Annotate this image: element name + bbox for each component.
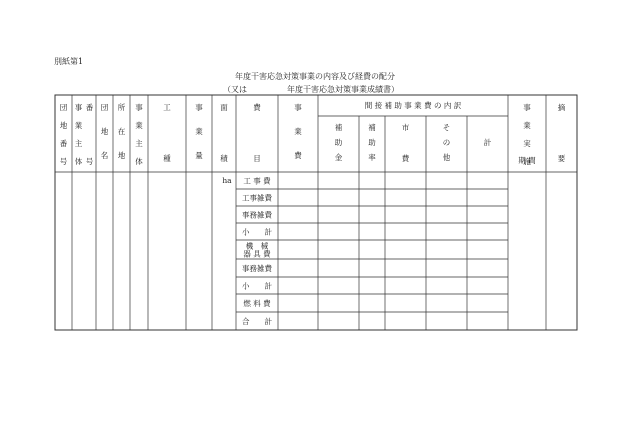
- header-char: 体: [74, 157, 83, 166]
- header-char: 間: [528, 156, 536, 165]
- header-char: 在: [117, 127, 126, 136]
- cost-item-label: 燃 料 費: [243, 299, 271, 308]
- header-char: 工: [163, 103, 171, 112]
- header-char: 所: [117, 103, 126, 112]
- cost-item-label: 器 具 費: [243, 249, 271, 259]
- header-char: 業: [74, 121, 83, 130]
- cost-item-label: 事務雑費: [242, 264, 272, 273]
- header-char: 施: [523, 157, 531, 166]
- header-char: 主: [135, 139, 143, 148]
- header-char: 地: [59, 121, 68, 130]
- header-char: 補: [368, 123, 376, 132]
- header-char: 団: [100, 103, 109, 112]
- cost-item-label: 小 計: [242, 281, 272, 291]
- header-char: 業: [294, 127, 302, 136]
- header-char: 地: [117, 151, 126, 160]
- header-char: 業: [135, 121, 143, 130]
- header-char: そ: [442, 123, 451, 132]
- header-char: 助: [368, 138, 376, 147]
- table-border: [55, 95, 577, 330]
- cost-item-label: 小 計: [242, 227, 272, 237]
- header-char: 費: [401, 154, 410, 163]
- header-char: 事: [135, 103, 143, 112]
- header-char: 金: [334, 153, 343, 162]
- header-char: 番: [85, 103, 94, 112]
- header-char: 業: [195, 127, 203, 136]
- header-char: 計: [483, 138, 492, 147]
- document-title: 年度干害応急対策事業の内容及び経費の配分: [235, 72, 395, 81]
- header-char: 要: [557, 154, 566, 163]
- header-char: 率: [368, 153, 376, 162]
- header-char: 費: [294, 151, 302, 160]
- cost-item-label: 合 計: [242, 317, 272, 326]
- header-char: 補: [334, 123, 343, 132]
- header-char: 主: [74, 139, 83, 148]
- indirect-expense-header: 間 接 補 助 事 業 費 の 内 訳: [364, 101, 462, 110]
- header-char: 団: [59, 103, 68, 112]
- header-char: 番: [59, 139, 68, 148]
- subtitle-prefix: （又は: [223, 85, 247, 94]
- cost-item-label: 機 械: [245, 241, 269, 251]
- header-char: 業: [523, 121, 531, 130]
- header-char: 積: [220, 154, 228, 163]
- header-char: 号: [85, 157, 94, 166]
- header-char: 実: [523, 139, 531, 148]
- header-char: 事: [523, 103, 531, 112]
- cost-item-label: 事務雑費: [242, 210, 272, 220]
- header-char: 量: [195, 151, 203, 160]
- header-char: 費: [253, 103, 261, 112]
- header-char: 名: [100, 151, 109, 160]
- cost-item-label: 工事雑費: [242, 193, 272, 203]
- header-char: 市: [401, 123, 410, 132]
- header-char: 他: [442, 153, 451, 162]
- header-char: 目: [253, 154, 261, 163]
- header-char: 種: [163, 154, 171, 163]
- header-char: 助: [334, 138, 343, 147]
- header-char: 事: [195, 103, 203, 112]
- header-char: 体: [135, 157, 143, 166]
- subtitle-suffix: 年度干害応急対策事業成績書）: [287, 85, 399, 94]
- header-char: 期: [518, 156, 526, 165]
- area-unit: ha: [222, 176, 232, 185]
- header-char: 事: [74, 103, 83, 112]
- sheet-label: 別紙第1: [54, 57, 84, 66]
- header-char: 面: [220, 103, 228, 112]
- header-char: の: [442, 138, 451, 147]
- header-char: 事: [294, 103, 302, 112]
- header-char: 摘: [557, 103, 566, 112]
- cost-item-label: 工 事 費: [243, 176, 271, 186]
- header-char: 号: [59, 157, 68, 166]
- header-char: 地: [100, 127, 109, 136]
